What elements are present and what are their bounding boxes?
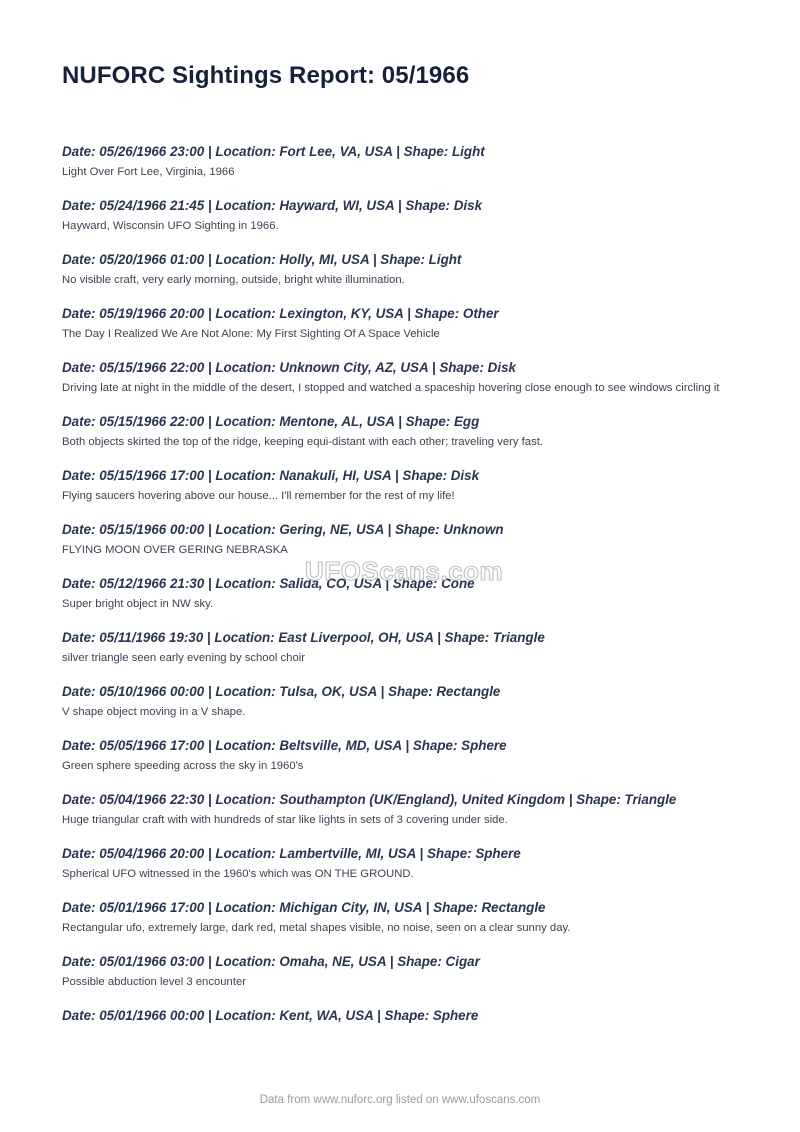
sighting-entry	[62, 143, 742, 180]
sightings-list	[62, 143, 742, 1041]
sighting-description: Driving late at night in the middle of the desert, I stopped and watched a spaceship hovering close enough to see windows circling it	[62, 382, 720, 394]
sighting-entry	[62, 521, 742, 558]
sighting-header: Date: 05/12/1966 21:30 | Location: Salida, CO, USA | Shape: Cone	[62, 576, 475, 591]
sighting-entry	[62, 953, 742, 990]
sighting-entry	[62, 305, 742, 342]
sighting-description: Hayward, Wisconsin UFO Sighting in 1966.	[62, 220, 279, 232]
sighting-description: Light Over Fort Lee, Virginia, 1966	[62, 166, 235, 178]
sighting-entry	[62, 737, 742, 774]
sighting-entry	[62, 197, 742, 234]
sighting-entry	[62, 629, 742, 666]
sighting-entry	[62, 251, 742, 288]
sighting-header: Date: 05/01/1966 17:00 | Location: Michigan City, IN, USA | Shape: Rectangle	[62, 900, 546, 915]
sighting-description: silver triangle seen early evening by school choir	[62, 652, 306, 664]
sighting-header: Date: 05/24/1966 21:45 | Location: Hayward, WI, USA | Shape: Disk	[62, 198, 483, 213]
sighting-entry	[62, 845, 742, 882]
sighting-description: V shape object moving in a V shape.	[62, 706, 246, 718]
sighting-entry	[62, 359, 742, 396]
sighting-description: Possible abduction level 3 encounter	[62, 976, 247, 988]
sighting-header: Date: 05/20/1966 01:00 | Location: Holly, MI, USA | Shape: Light	[62, 252, 462, 267]
page-title: NUFORC Sightings Report: 05/1966	[62, 62, 470, 89]
sighting-entry	[62, 1007, 742, 1024]
sighting-header: Date: 05/15/1966 22:00 | Location: Unknown City, AZ, USA | Shape: Disk	[62, 360, 516, 375]
sighting-header: Date: 05/15/1966 17:00 | Location: Nanakuli, HI, USA | Shape: Disk	[62, 468, 480, 483]
sighting-description: FLYING MOON OVER GERING NEBRASKA	[62, 544, 288, 556]
sighting-entry	[62, 467, 742, 504]
sighting-header: Date: 05/01/1966 03:00 | Location: Omaha, NE, USA | Shape: Cigar	[62, 954, 480, 969]
sighting-header: Date: 05/11/1966 19:30 | Location: East Liverpool, OH, USA | Shape: Triangle	[62, 630, 545, 645]
sighting-header: Date: 05/01/1966 00:00 | Location: Kent, WA, USA | Shape: Sphere	[62, 1008, 479, 1023]
sighting-entry	[62, 683, 742, 720]
sighting-header: Date: 05/26/1966 23:00 | Location: Fort Lee, VA, USA | Shape: Light	[62, 144, 485, 159]
sighting-description: Spherical UFO witnessed in the 1960's which was ON THE GROUND.	[62, 868, 414, 880]
watermark-logo: UFOScans.com	[305, 556, 504, 586]
sighting-description: Both objects skirted the top of the ridge, keeping equi-distant with each other; traveling very fast.	[62, 436, 544, 448]
sighting-entry	[62, 413, 742, 450]
sighting-description: No visible craft, very early morning, outside, bright white illumination.	[62, 274, 405, 286]
sighting-header: Date: 05/15/1966 00:00 | Location: Gering, NE, USA | Shape: Unknown	[62, 522, 504, 537]
sighting-description: Huge triangular craft with with hundreds of star like lights in sets of 3 covering under side.	[62, 814, 508, 826]
sighting-header: Date: 05/15/1966 22:00 | Location: Mentone, AL, USA | Shape: Egg	[62, 414, 480, 429]
sighting-header: Date: 05/05/1966 17:00 | Location: Beltsville, MD, USA | Shape: Sphere	[62, 738, 507, 753]
sighting-description: Flying saucers hovering above our house... I'll remember for the rest of my life!	[62, 490, 455, 502]
sighting-description: Green sphere speeding across the sky in 1960's	[62, 760, 304, 772]
page-footer: Data from www.nuforc.org listed on www.ufoscans.com	[259, 1094, 541, 1106]
sighting-entry	[62, 899, 742, 936]
sighting-description: Super bright object in NW sky.	[62, 598, 214, 610]
sighting-entry	[62, 791, 742, 828]
sighting-header: Date: 05/04/1966 22:30 | Location: Southampton (UK/England), United Kingdom | Shape: Triangle	[62, 792, 677, 807]
sighting-description: The Day I Realized We Are Not Alone: My First Sighting Of A Space Vehicle	[62, 328, 440, 340]
sighting-header: Date: 05/19/1966 20:00 | Location: Lexington, KY, USA | Shape: Other	[62, 306, 499, 321]
sighting-header: Date: 05/04/1966 20:00 | Location: Lambertville, MI, USA | Shape: Sphere	[62, 846, 521, 861]
sighting-header: Date: 05/10/1966 00:00 | Location: Tulsa, OK, USA | Shape: Rectangle	[62, 684, 501, 699]
sighting-description: Rectangular ufo, extremely large, dark red, metal shapes visible, no noise, seen on a clear sunny day.	[62, 922, 571, 934]
